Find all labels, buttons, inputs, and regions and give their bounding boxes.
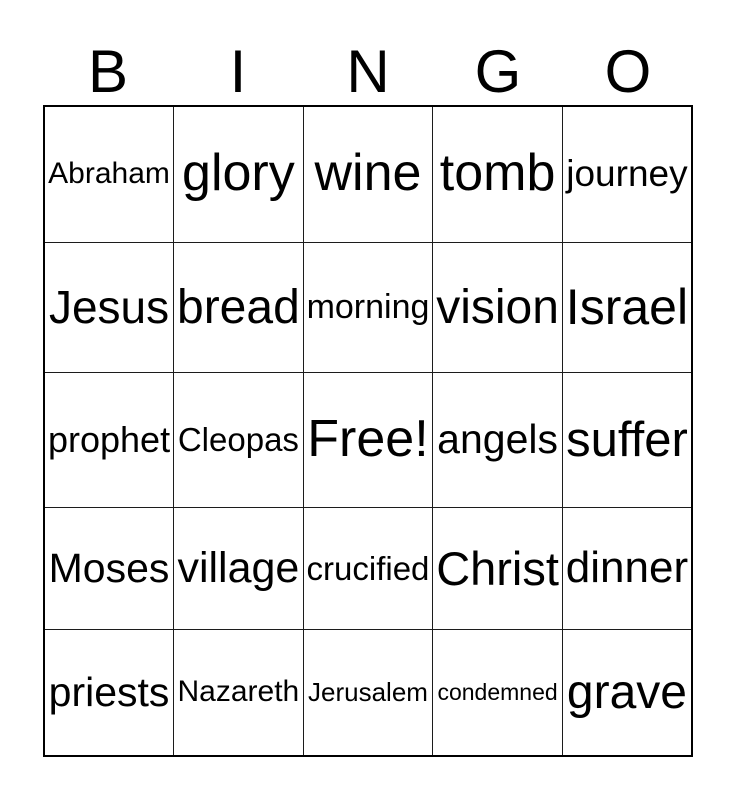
bingo-grid: [43, 105, 693, 757]
cell-word: Christ: [436, 541, 559, 595]
bingo-cell[interactable]: [44, 508, 174, 630]
bingo-cell[interactable]: [174, 106, 304, 242]
bingo-cell[interactable]: [562, 630, 692, 756]
bingo-cell[interactable]: [433, 372, 563, 507]
bingo-cell[interactable]: [44, 242, 174, 372]
bingo-cell[interactable]: [44, 372, 174, 507]
bingo-cell[interactable]: [562, 508, 692, 630]
bingo-cell[interactable]: [44, 630, 174, 756]
bingo-cell[interactable]: [303, 242, 433, 372]
bingo-cell[interactable]: [303, 508, 433, 630]
cell-word: Israel: [565, 278, 689, 335]
bingo-cell[interactable]: [303, 630, 433, 756]
cell-word: village: [177, 543, 300, 592]
cell-word: Moses: [48, 545, 170, 592]
cell-word: angels: [437, 416, 558, 463]
bingo-row: [44, 372, 692, 507]
bingo-cell[interactable]: [433, 106, 563, 242]
header-letter-b: B: [87, 38, 129, 105]
cell-word: Jerusalem: [308, 676, 428, 707]
cell-word: Jesus: [48, 280, 170, 333]
cell-word: suffer: [566, 412, 688, 467]
bingo-row: [44, 106, 692, 242]
cell-word: grave: [566, 666, 687, 720]
bingo-cell[interactable]: [44, 106, 174, 242]
bingo-cell[interactable]: [562, 372, 692, 507]
cell-word: priests: [48, 669, 170, 716]
cell-word: dinner: [565, 543, 689, 593]
header-letter-n: N: [346, 38, 390, 105]
cell-word: vision: [436, 280, 559, 334]
cell-word: Abraham: [48, 157, 170, 191]
bingo-cell[interactable]: [174, 508, 304, 630]
cell-word-free: Free!: [307, 410, 429, 469]
bingo-cell[interactable]: [433, 630, 563, 756]
bingo-cell-free[interactable]: [303, 372, 433, 507]
cell-word: tomb: [439, 144, 556, 203]
cell-word: morning: [306, 287, 430, 326]
bingo-row: [44, 242, 692, 372]
bingo-row: [44, 630, 692, 756]
cell-word: wine: [314, 144, 422, 203]
bingo-cell[interactable]: [174, 242, 304, 372]
bingo-cell[interactable]: [562, 106, 692, 242]
header-letter-i: I: [229, 38, 247, 105]
cell-word: Cleopas: [177, 420, 299, 458]
bingo-cell[interactable]: [433, 242, 563, 372]
header-letter-g: G: [474, 38, 522, 105]
cell-word: journey: [566, 153, 688, 195]
cell-word: crucified: [306, 549, 430, 587]
cell-word: prophet: [47, 419, 171, 461]
cell-word: glory: [182, 144, 295, 203]
cell-word: Nazareth: [177, 675, 300, 709]
bingo-cell[interactable]: [174, 372, 304, 507]
cell-word: bread: [177, 280, 300, 334]
header-letter-o: O: [604, 38, 652, 105]
bingo-header: [43, 0, 693, 104]
bingo-cell[interactable]: [562, 242, 692, 372]
cell-word: condemned: [437, 679, 558, 706]
bingo-row: [44, 508, 692, 630]
bingo-cell[interactable]: [174, 630, 304, 756]
bingo-cell[interactable]: [433, 508, 563, 630]
bingo-cell[interactable]: [303, 106, 433, 242]
